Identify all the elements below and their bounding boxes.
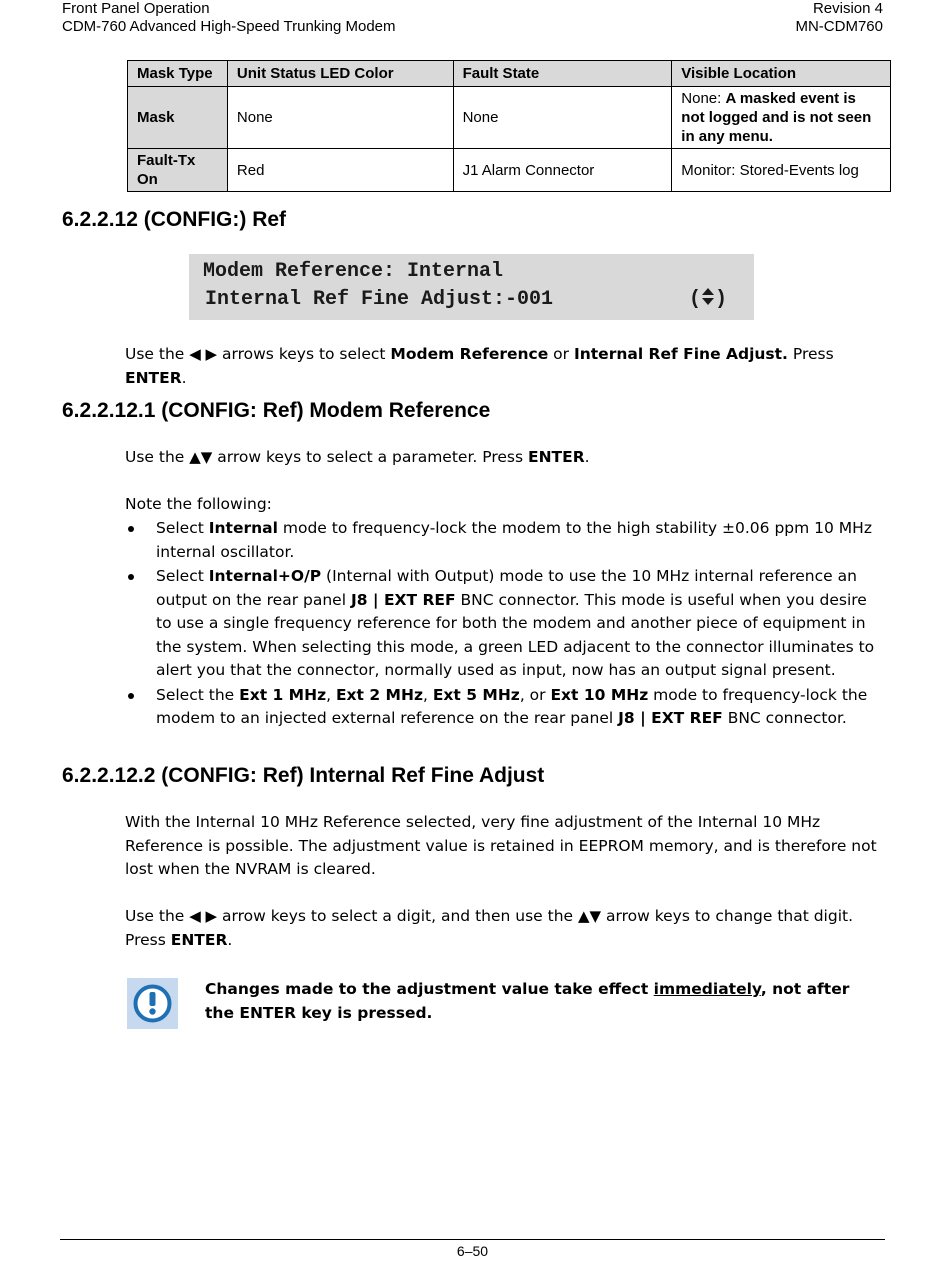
location-note: A masked event is not logged and is not seen in any menu. <box>681 90 872 145</box>
table-header-cell: Mask Type <box>128 61 228 87</box>
header-section-title: Front Panel Operation <box>62 0 210 17</box>
page-number: 6–50 <box>456 1243 489 1259</box>
up-down-arrow-icon <box>701 288 715 306</box>
key-enter: ENTER <box>170 930 228 949</box>
text: arrow keys to change that digit. Press <box>125 907 854 949</box>
table-row <box>128 87 891 149</box>
term: Ext 10 MHz <box>550 685 649 704</box>
mask-type-table <box>127 60 891 192</box>
term-modem-reference: Modem Reference <box>390 345 549 363</box>
lcd-display <box>189 254 754 320</box>
footer-divider <box>60 1239 885 1240</box>
text: , <box>422 685 433 704</box>
bullet-icon <box>128 526 134 532</box>
text: . <box>584 448 590 466</box>
text: BNC connector. <box>722 709 847 727</box>
bullet-list <box>125 517 885 732</box>
note-intro: Note the following: <box>125 495 272 513</box>
table-header-cell: Visible Location <box>672 61 891 87</box>
text: Use the <box>125 345 190 363</box>
lcd-up-down-indicator <box>689 288 727 311</box>
list-item <box>125 517 885 564</box>
emphasis: immediately <box>653 980 761 998</box>
table-cell: Red <box>227 149 453 192</box>
table-header-cell: Fault State <box>453 61 672 87</box>
text: arrow keys to select a parameter. Press <box>212 448 528 466</box>
bullet-icon <box>128 693 134 699</box>
lcd-paren-open: ( <box>689 288 702 311</box>
text: Select <box>156 567 209 585</box>
text: , not after the ENTER key is pressed. <box>205 980 850 1022</box>
section-heading-modem-reference: 6.2.2.12.1 (CONFIG: Ref) Modem Reference <box>62 399 491 422</box>
up-down-arrow-icons: ▲▼ <box>189 448 213 466</box>
term: Ext 1 MHz <box>239 685 327 704</box>
page-header-right <box>795 0 883 36</box>
text: , <box>326 685 336 704</box>
term-internal-ref-fine-adjust: Internal Ref Fine Adjust. <box>573 345 788 363</box>
term: Internal <box>208 519 278 537</box>
table-cell: Monitor: Stored-Events log <box>672 149 891 192</box>
exclamation-circle-icon <box>127 978 178 1029</box>
list-item <box>125 684 885 731</box>
text: Select <box>156 519 209 537</box>
page-header-left <box>62 0 396 36</box>
text: Press <box>787 345 834 363</box>
term: Internal+O/P <box>208 567 322 585</box>
term: J8 | EXT REF <box>350 590 456 609</box>
lcd-paren-close: ) <box>715 288 728 311</box>
paragraph-fine-adjust: With the Internal 10 MHz Reference selected, very fine adjustment of the Internal 10 MHz Reference is possible. The adjustment value is retained in EEPROM memory, and is therefore not lost when the NVRAM is cleared. <box>125 813 877 878</box>
term: Ext 2 MHz <box>335 685 423 704</box>
paragraph-fine-adjust-usage <box>125 905 885 952</box>
table-cell: J1 Alarm Connector <box>453 149 672 192</box>
key-enter: ENTER <box>527 448 585 466</box>
list-item <box>125 565 885 683</box>
table-cell: None <box>227 87 453 149</box>
table-row <box>128 149 891 192</box>
paragraph-modem-ref-usage <box>125 446 885 470</box>
text: Changes made to the adjustment value take effect <box>205 980 654 998</box>
text: arrows keys to select <box>217 345 391 363</box>
text: Select the <box>156 685 240 704</box>
table-row-header: Fault-Tx On <box>128 149 228 192</box>
table-cell: None <box>453 87 672 149</box>
up-down-arrow-icons: ▲▼ <box>578 907 602 925</box>
text: . <box>181 368 187 387</box>
table-cell <box>672 87 891 149</box>
text: Use the <box>125 907 190 925</box>
header-revision: Revision 4 <box>812 0 883 17</box>
left-right-arrow-icons: ◀ ▶ <box>189 345 218 363</box>
table-header-cell: Unit Status LED Color <box>227 61 453 87</box>
text: . <box>227 930 233 949</box>
text: (Internal with Output) mode to use the 10 MHz internal reference an output on the rear panel <box>156 567 857 609</box>
text: Use the <box>125 448 190 466</box>
location-prefix: None: <box>681 90 726 107</box>
notice-message <box>205 978 865 1025</box>
section-heading-fine-adjust: 6.2.2.12.2 (CONFIG: Ref) Internal Ref Fine Adjust <box>62 764 545 787</box>
text: , or <box>519 685 551 704</box>
term: J8 | EXT REF <box>618 709 723 727</box>
paragraph-ref-usage <box>125 343 885 390</box>
lcd-line-2: Internal Ref Fine Adjust:-001 <box>205 288 554 311</box>
key-enter: ENTER <box>125 368 182 387</box>
section-heading-ref: 6.2.2.12 (CONFIG:) Ref <box>62 208 287 231</box>
text: mode to frequency-lock the modem to an injected external reference on the rear panel <box>156 685 868 727</box>
header-doc-number: MN-CDM760 <box>795 18 883 35</box>
bullet-icon <box>128 574 134 580</box>
text: or <box>548 345 574 363</box>
text: arrow keys to select a digit, and then use the <box>217 907 578 925</box>
table-row-header: Mask <box>128 87 228 149</box>
term: Ext 5 MHz <box>432 685 520 704</box>
header-product-title: CDM-760 Advanced High-Speed Trunking Modem <box>62 18 396 35</box>
table-header-row <box>128 61 891 87</box>
text: BNC connector. This mode is useful when you desire to use a single frequency reference for both the modem and another piece of equipment in the system. When selecting this mode, a green LED adjacent to the connector illuminates to alert you that the connector, normally used as input, now has an output signal present. <box>156 590 875 679</box>
left-right-arrow-icons: ◀ ▶ <box>189 907 218 925</box>
text: mode to frequency-lock the modem to the high stability ±0.06 ppm 10 MHz internal oscillator. <box>156 519 872 561</box>
lcd-line-1: Modem Reference: Internal <box>203 260 504 283</box>
